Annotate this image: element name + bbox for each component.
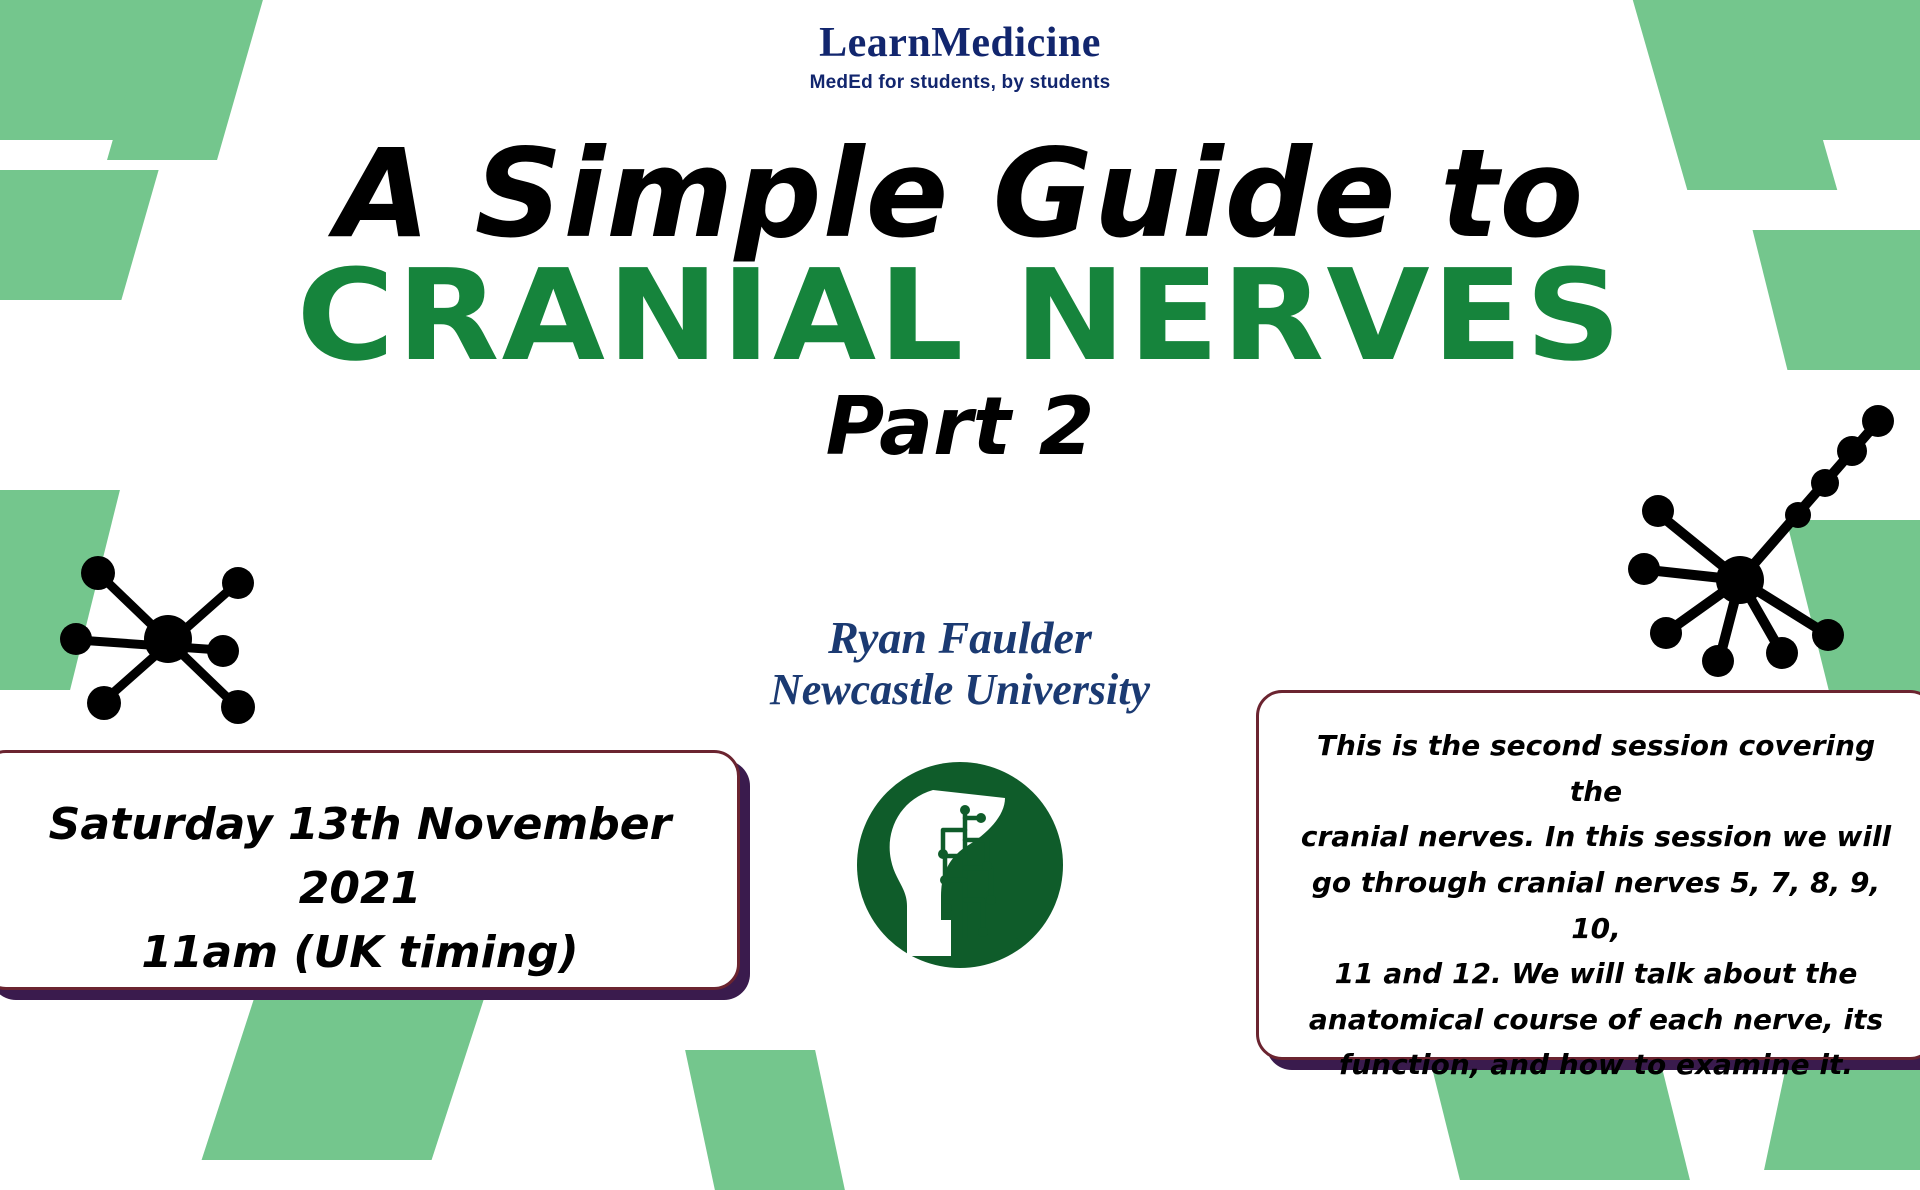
description-line-4: 11 and 12. We will talk about the <box>1334 957 1858 991</box>
brand-name: LearnMedicine <box>819 20 1101 66</box>
presenter-organisation: Newcastle University <box>769 664 1151 714</box>
description-line-3: go through cranial nerves 5, 7, 8, 9, 10, <box>1311 865 1881 945</box>
presenter-name: Ryan Faulder <box>828 612 1092 663</box>
description-line-6: function, and how to examine it. <box>1339 1048 1853 1082</box>
description-line-2: cranial nerves. In this session we will <box>1300 820 1892 854</box>
description-line-1: This is the second session covering the <box>1316 729 1876 808</box>
title-line-1: A Simple Guide to <box>335 123 1585 265</box>
brand-header <box>0 22 1920 94</box>
date-line-2: 11am (UK timing) <box>141 926 579 978</box>
title-line-2: CRANIAL NERVES <box>296 242 1624 390</box>
brain-circuit-head-logo <box>855 760 1065 970</box>
description-card <box>1256 690 1920 1082</box>
date-line-1: Saturday 13th November 2021 <box>48 799 672 914</box>
description-line-5: anatomical course of each nerve, its <box>1308 1002 1884 1036</box>
brand-tagline: MedEd for students, by students <box>809 72 1111 93</box>
date-card <box>0 750 740 990</box>
decorative-shape <box>685 1050 845 1190</box>
decorative-shape <box>202 985 489 1160</box>
title-line-3: Part 2 <box>825 379 1095 473</box>
poster-title <box>0 123 1920 473</box>
